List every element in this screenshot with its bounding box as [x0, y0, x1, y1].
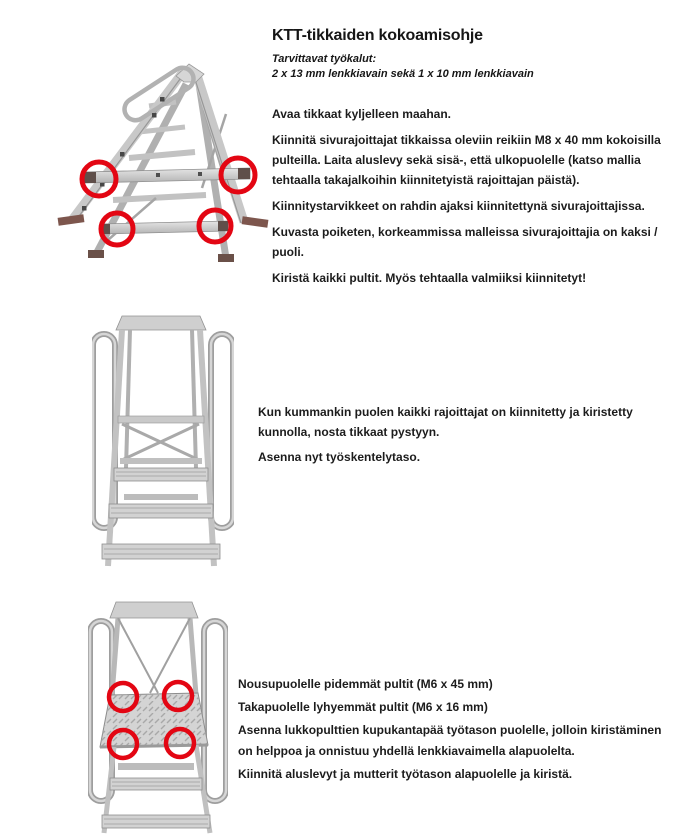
document-title: KTT-tikkaiden kokoamisohje — [272, 27, 483, 44]
tools-needed-list: 2 x 13 mm lenkkiavain sekä 1 x 10 mm lenkkiavain — [272, 68, 534, 80]
front-rails — [108, 330, 214, 566]
instruction-paragraph: Asenna nyt työskentelytaso. — [258, 450, 421, 464]
x-brace — [122, 424, 199, 460]
figure-ladder-on-side — [56, 40, 270, 270]
top-tray — [110, 602, 198, 618]
instruction-paragraph: Kiinnitystarvikkeet on rahdin ajaksi kiinnitettynä sivurajoittajissa. — [272, 199, 645, 213]
ladder-feet — [58, 214, 269, 262]
figure-ladder-with-platform — [88, 593, 228, 836]
rear-bar — [120, 458, 202, 464]
top-tray — [116, 316, 206, 330]
document-header — [272, 26, 672, 82]
ladder-upright-photo — [92, 308, 234, 585]
instruction-paragraph: Kiinnitä aluslevyt ja mutterit työtason alapuolelle ja kiristä. — [238, 767, 573, 781]
figure-ladder-upright — [92, 308, 234, 585]
tools-needed-label: Tarvittavat työkalut: — [272, 53, 377, 65]
step3-instructions — [238, 674, 670, 787]
step — [110, 778, 202, 790]
ladder-steps — [102, 778, 210, 828]
rear-posts — [126, 330, 196, 468]
ladder-steps — [102, 468, 220, 559]
instruction-paragraph: Kun kummankin puolen kaikki rajoittajat on kiinnitetty ja kiristetty kunnolla, nosta tikkaat pystyyn. — [258, 405, 633, 439]
instruction-paragraph: Takapuolelle lyhyemmät pultit (M6 x 16 mm) — [238, 700, 488, 714]
lower-limiter-bar — [100, 221, 228, 234]
instruction-paragraph: Avaa tikkaat kyljelleen maahan. — [272, 107, 451, 121]
step2-instructions — [258, 402, 677, 472]
ladder-platform-photo — [88, 593, 228, 836]
step — [102, 815, 210, 828]
step1-instructions — [272, 104, 677, 294]
instruction-paragraph: Kuvasta poiketen, korkeammissa malleissa sivurajoittajia on kaksi / puoli. — [272, 225, 658, 259]
instruction-paragraph: Nousupuolelle pidemmät pultit (M6 x 45 mm) — [238, 677, 493, 691]
step — [102, 544, 220, 559]
instruction-paragraph: Asenna lukkopulttien kupukantapää työtason puolelle, jolloin kiristäminen on helppoa ja onnistuu yhdellä lenkkiavaimella alapuolelta. — [238, 723, 662, 758]
instruction-paragraph: Kiinnitä sivurajoittajat tikkaissa oleviin reikiin M8 x 40 mm kokoisilla pulteilla. Laita aluslevy sekä sisä-, että ulkopuolelle (katso mallia tehtaalla takajalkoihin kiinnitetyistä rajoittajan päistä). — [272, 133, 661, 187]
step — [114, 468, 208, 481]
rear-bar — [118, 763, 194, 770]
step — [109, 504, 213, 518]
ladder-on-side-photo — [56, 40, 270, 270]
instruction-paragraph: Kiristä kaikki pultit. Myös tehtaalla valmiiksi kiinnitetyt! — [272, 271, 587, 285]
mid-cross-bar — [118, 416, 204, 423]
